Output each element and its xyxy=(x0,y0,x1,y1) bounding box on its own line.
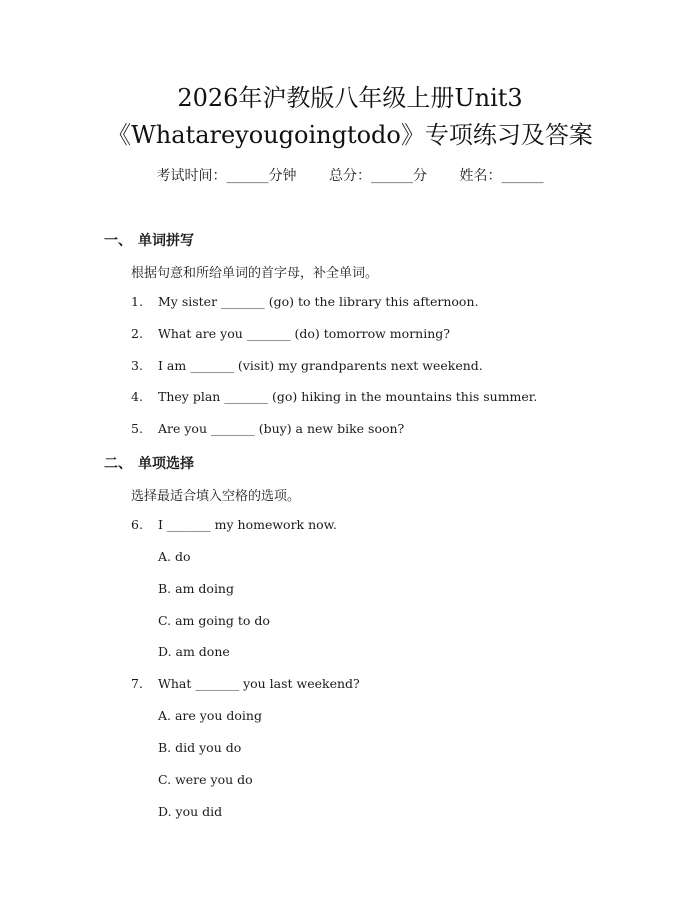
exam-meta xyxy=(0,166,700,186)
section-title: 单项选择 xyxy=(138,456,194,472)
answer-option: A. are you doing xyxy=(158,708,262,723)
section-instruction-2: 选择最适合填入空格的选项。 xyxy=(131,489,301,504)
question-number: 4. xyxy=(131,389,143,404)
question-text: My sister _______ (go) to the library this afternoon. xyxy=(158,294,479,309)
question-text: I am _______ (visit) my grandparents next weekend. xyxy=(158,358,483,373)
question-number: 2. xyxy=(131,326,143,341)
question-text: What are you _______ (do) tomorrow morning? xyxy=(158,326,450,341)
question-number: 7. xyxy=(131,676,143,691)
answer-option: D. you did xyxy=(158,804,223,819)
question-number: 3. xyxy=(131,358,143,373)
question-number: 6. xyxy=(131,517,143,532)
question-text: They plan _______ (go) hiking in the mountains this summer. xyxy=(158,389,538,404)
question-text: I _______ my homework now. xyxy=(158,517,337,532)
exam-time: 考试时间：______分钟 xyxy=(156,168,297,184)
section-number: 二、 xyxy=(104,456,132,472)
document-title-line1: 2026年沪教版八年级上册Unit3 xyxy=(177,84,523,112)
question-item xyxy=(131,294,478,309)
question-item xyxy=(131,421,404,436)
question-item xyxy=(131,676,360,691)
answer-option: A. do xyxy=(158,549,191,564)
section-number: 一、 xyxy=(104,233,132,249)
answer-option: C. were you do xyxy=(158,772,253,787)
question-item xyxy=(131,358,483,373)
question-item xyxy=(131,389,537,404)
section-heading-2 xyxy=(104,453,194,473)
answer-option: B. did you do xyxy=(158,740,242,755)
question-item xyxy=(131,517,337,532)
question-text: What _______ you last weekend? xyxy=(158,676,360,691)
question-number: 1. xyxy=(131,294,143,309)
section-heading-1 xyxy=(104,230,194,250)
answer-option: C. am going to do xyxy=(158,613,270,628)
question-text: Are you _______ (buy) a new bike soon? xyxy=(158,421,405,436)
exam-name: 姓名：______ xyxy=(459,168,544,184)
section-title: 单词拼写 xyxy=(138,233,194,249)
question-number: 5. xyxy=(131,421,143,436)
document-title-line2: 《Whatareyougoingtodo》专项练习及答案 xyxy=(107,121,593,149)
question-item xyxy=(131,326,450,341)
answer-option: D. am done xyxy=(158,644,230,659)
answer-option: B. am doing xyxy=(158,581,234,596)
exam-score: 总分：______分 xyxy=(329,168,427,184)
section-instruction-1: 根据句意和所给单词的首字母，补全单词。 xyxy=(131,266,379,281)
